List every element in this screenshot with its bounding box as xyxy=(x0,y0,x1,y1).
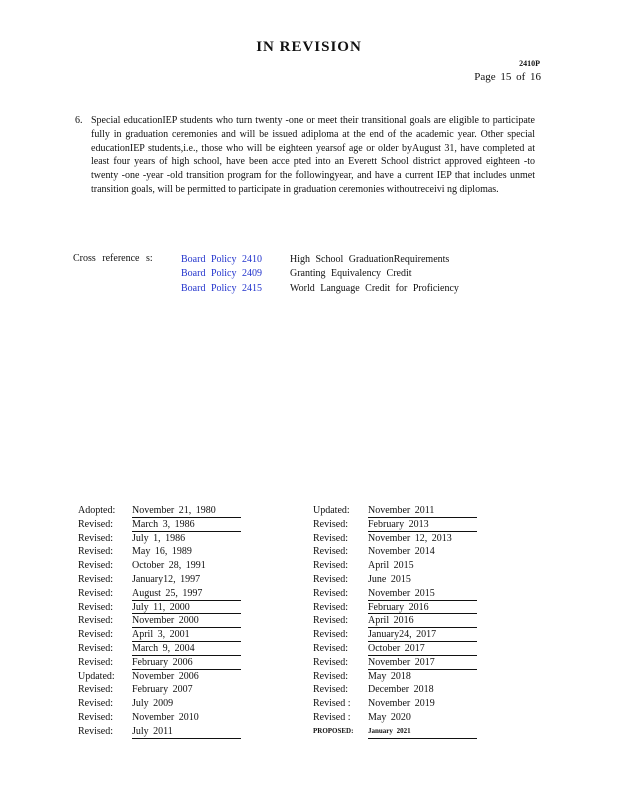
history-date: May 2018 xyxy=(368,670,411,682)
page-title: IN REVISION xyxy=(256,39,362,55)
history-entry xyxy=(313,614,477,628)
history-entry xyxy=(78,670,241,684)
history-left-column xyxy=(78,504,241,739)
history-entry xyxy=(313,559,477,573)
policy-code: 2410P xyxy=(519,59,540,68)
history-date: November 2011 xyxy=(368,504,477,518)
cross-reference-list xyxy=(181,253,459,296)
history-label: Revised: xyxy=(78,684,113,696)
history-entry xyxy=(313,601,477,615)
cross-reference-item xyxy=(181,253,459,267)
history-date: November 2000 xyxy=(132,614,241,628)
paragraph-number: 6. xyxy=(75,115,83,126)
cross-reference-item xyxy=(181,267,459,281)
history-entry xyxy=(78,614,241,628)
history-label: Revised: xyxy=(313,615,348,627)
history-entry xyxy=(78,559,241,573)
history-date: February 2016 xyxy=(368,601,477,615)
policy-title: High School GraduationRequirements xyxy=(290,254,450,265)
history-entry xyxy=(313,545,477,559)
history-label: Revised: xyxy=(313,642,348,654)
history-entry xyxy=(313,725,477,739)
history-label: Revised: xyxy=(78,573,113,585)
history-date: April 2016 xyxy=(368,614,477,628)
policy-paragraph xyxy=(75,114,535,197)
policy-title: Granting Equivalency Credit xyxy=(290,268,412,280)
history-label: Revised : xyxy=(313,698,351,710)
history-label: Revised: xyxy=(313,518,348,530)
history-date: February 2007 xyxy=(132,684,193,696)
history-date: February 2006 xyxy=(132,656,241,670)
history-date: November 21, 1980 xyxy=(132,504,241,518)
history-date: November 2006 xyxy=(132,670,199,682)
history-date: April 2015 xyxy=(368,560,414,572)
history-label: Revised : xyxy=(313,711,351,723)
history-entry xyxy=(78,697,241,711)
history-label: Revised: xyxy=(313,629,348,641)
history-date: November 2017 xyxy=(368,656,477,670)
history-date: October 2017 xyxy=(368,642,477,656)
history-entry xyxy=(78,573,241,587)
history-entry xyxy=(78,601,241,615)
history-label: Revised: xyxy=(313,546,348,558)
history-entry xyxy=(313,670,477,684)
history-entry xyxy=(313,628,477,642)
history-label: Revised: xyxy=(78,711,113,723)
board-policy-link[interactable]: Board Policy 2409 xyxy=(181,268,262,280)
history-entry xyxy=(78,642,241,656)
history-date: November 2014 xyxy=(368,546,435,558)
history-date: May 16, 1989 xyxy=(132,546,192,558)
cross-reference-item xyxy=(181,282,459,296)
history-entry xyxy=(78,656,241,670)
history-entry xyxy=(78,545,241,559)
history-entry xyxy=(78,587,241,601)
history-date: January24, 2017 xyxy=(368,628,477,642)
history-label: Revised: xyxy=(78,642,113,654)
history-label: Revised: xyxy=(78,656,113,668)
history-label: Revised: xyxy=(313,587,348,599)
history-right-column xyxy=(313,504,477,739)
history-label: Revised: xyxy=(78,615,113,627)
history-entry xyxy=(78,628,241,642)
history-label: Revised: xyxy=(78,546,113,558)
history-date: November 12, 2013 xyxy=(368,532,452,544)
history-entry xyxy=(313,532,477,546)
cross-reference-label: Cross reference s: xyxy=(73,253,153,264)
history-entry xyxy=(313,642,477,656)
history-date: March 9, 2004 xyxy=(132,642,241,656)
history-label: Updated: xyxy=(78,670,115,682)
history-entry xyxy=(313,587,477,601)
board-policy-link[interactable]: Board Policy 2415 xyxy=(181,282,262,294)
history-date: December 2018 xyxy=(368,684,434,696)
history-label: Revised: xyxy=(313,532,348,544)
history-entry xyxy=(313,656,477,670)
history-entry xyxy=(78,711,241,725)
history-label: Revised: xyxy=(313,684,348,696)
history-date: November 2019 xyxy=(368,698,435,710)
history-date: May 2020 xyxy=(368,711,411,723)
history-label: PROPOSED: xyxy=(313,726,354,735)
history-entry xyxy=(313,683,477,697)
history-entry xyxy=(78,725,241,739)
history-label: Revised: xyxy=(313,573,348,585)
history-date: February 2013 xyxy=(368,518,477,532)
history-label: Revised: xyxy=(78,601,113,613)
history-label: Revised: xyxy=(78,725,113,737)
history-label: Revised: xyxy=(78,629,113,641)
history-date: January12, 1997 xyxy=(132,573,201,585)
history-label: Revised: xyxy=(78,532,113,544)
history-label: Revised: xyxy=(78,560,113,572)
history-label: Revised: xyxy=(313,656,348,668)
history-entry xyxy=(313,573,477,587)
policy-title: World Language Credit for Proficiency xyxy=(290,282,459,294)
history-date: November 2015 xyxy=(368,587,477,601)
history-label: Revised: xyxy=(78,518,113,530)
history-date: July 2009 xyxy=(132,698,174,710)
history-label: Revised: xyxy=(78,587,113,599)
page-number: Page 15 of 16 xyxy=(474,71,541,83)
history-label: Updated: xyxy=(313,505,350,516)
history-date: November 2010 xyxy=(132,711,199,723)
history-date: July 11, 2000 xyxy=(132,601,241,615)
history-date: July 2011 xyxy=(132,725,241,739)
history-label: Revised: xyxy=(78,698,113,710)
history-label: Revised: xyxy=(313,560,348,572)
history-entry xyxy=(313,518,477,532)
history-date: October 28, 1991 xyxy=(132,560,206,572)
history-date: August 25, 1997 xyxy=(132,587,241,601)
history-entry xyxy=(313,711,477,725)
history-date: March 3, 1986 xyxy=(132,518,241,532)
history-entry xyxy=(313,504,477,518)
history-entry xyxy=(78,683,241,697)
history-entry xyxy=(313,697,477,711)
paragraph-text: Special educationIEP students who turn twenty -one or meet their transitional goals are eligible to participate fully in graduation ceremonies and will be issued adiploma at the end of the academic year. Other special educationIEP students,i.e., those who will be eighteen yearsof age or older byAugust 31, have completed at least four years of high school, have been acce pted into an Everett School district approved eighteen -to twenty -one -year -old transition program for the followingyear, and have a current IEP that includes unmet transition goals, will be permitted to participate in graduation ceremonies withoutreceivi ng diplomas. xyxy=(91,115,535,195)
history-label: Revised: xyxy=(313,601,348,613)
history-date: January 2021 xyxy=(368,725,477,739)
history-entry xyxy=(78,518,241,532)
history-label: Adopted: xyxy=(78,505,116,516)
history-date: June 2015 xyxy=(368,573,411,585)
history-entry xyxy=(78,532,241,546)
history-label: Revised: xyxy=(313,670,348,682)
history-date: July 1, 1986 xyxy=(132,532,186,544)
history-entry xyxy=(78,504,241,518)
board-policy-link[interactable]: Board Policy 2410 xyxy=(181,254,262,265)
history-date: April 3, 2001 xyxy=(132,628,241,642)
